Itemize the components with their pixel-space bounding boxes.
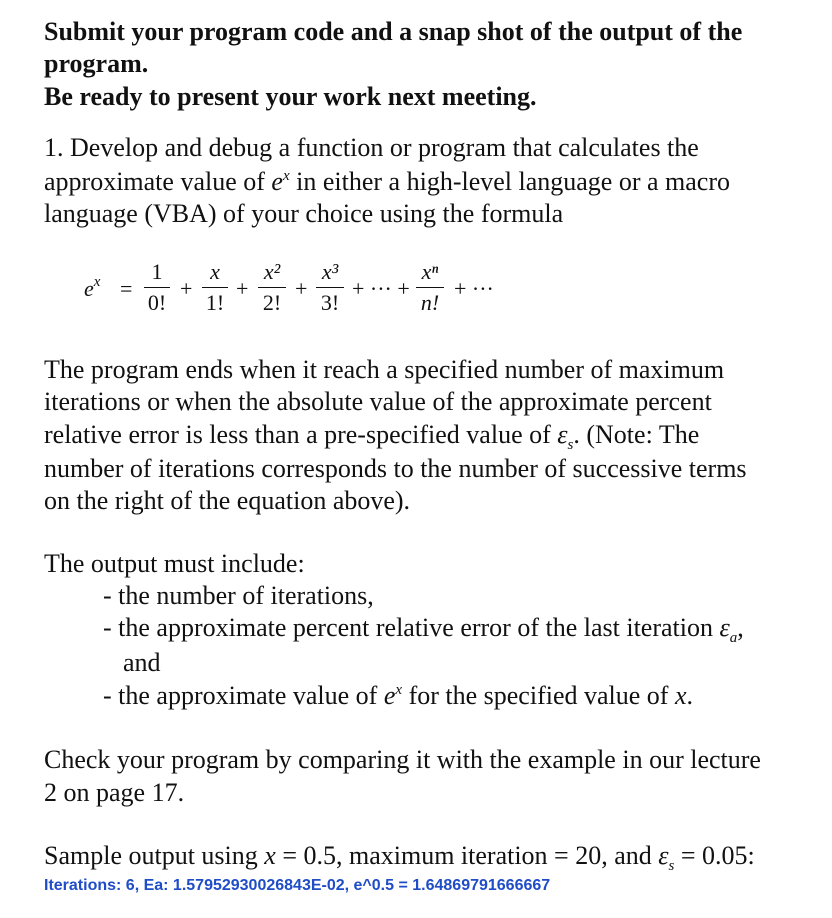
- ending-line-5: on the right of the equation above).: [44, 486, 411, 515]
- formula-term-n: xⁿ n!: [416, 258, 444, 317]
- ending-line-3: relative error is less than a pre-specified value of $\varepsilon_s$. (Note: The: [44, 420, 700, 453]
- task-line-1: 1. Develop and debug a function or program that calculates the: [44, 133, 699, 162]
- instructions-line-3: Be ready to present your work next meeting.: [44, 82, 537, 111]
- formula-lhs: $e^x$: [84, 274, 101, 301]
- formula-term-2: x² 2!: [258, 258, 286, 317]
- formula-plus-2: +: [236, 276, 249, 301]
- output-item-value: - the approximate value of $e^x$ for the specified value of x.: [103, 681, 693, 710]
- e-symbol: e: [271, 167, 283, 196]
- check-line-2: 2 on page 17.: [44, 778, 185, 807]
- instructions-line-2: program.: [44, 49, 149, 78]
- formula-term-3: x³ 3!: [316, 258, 344, 317]
- output-intro: The output must include:: [44, 549, 305, 578]
- ending-line-1: The program ends when it reach a specified number of maximum: [44, 355, 725, 384]
- epsilon-s-symbol: ε: [658, 841, 669, 870]
- task-line-3: language (VBA) of your choice using the formula: [44, 199, 564, 228]
- task-line-2: approximate value of $e^x$ in either a high-level language or a macro: [44, 167, 731, 196]
- exponential-series-formula: [84, 258, 524, 322]
- formula-term-0: 1 0!: [144, 258, 170, 317]
- epsilon-a-symbol: ε: [719, 613, 730, 642]
- formula-ellipsis: + ··· +: [352, 276, 410, 301]
- formula-plus-1: +: [180, 276, 193, 301]
- output-item-iterations: - the number of iterations,: [103, 581, 374, 610]
- sample-output-result: Iterations: 6, Ea: 1.57952930026843E-02, e^0.5 = 1.64869791666667: [44, 877, 551, 894]
- ending-line-4: number of iterations corresponds to the number of successive terms: [44, 454, 747, 483]
- output-item-error: - the approximate percent relative error of the last iteration $\varepsilon_a$,: [103, 613, 744, 646]
- formula-term-1: x 1!: [202, 258, 228, 317]
- x-exponent: x: [282, 168, 290, 184]
- sample-intro: Sample output using x = 0.5, maximum iteration = 20, and $\varepsilon_s = 0.05$:: [44, 841, 755, 874]
- output-item-error-cont: and: [123, 648, 161, 677]
- formula-equals: =: [120, 276, 133, 301]
- instructions-line-1: Submit your program code and a snap shot of the output of the: [44, 17, 743, 46]
- formula-plus-3: +: [295, 276, 308, 301]
- epsilon-s-symbol: ε: [557, 420, 568, 449]
- formula-tail: + ···: [454, 276, 494, 301]
- check-line-1: Check your program by comparing it with the example in our lecture: [44, 745, 761, 774]
- ending-line-2: iterations or when the absolute value of the approximate percent: [44, 387, 712, 416]
